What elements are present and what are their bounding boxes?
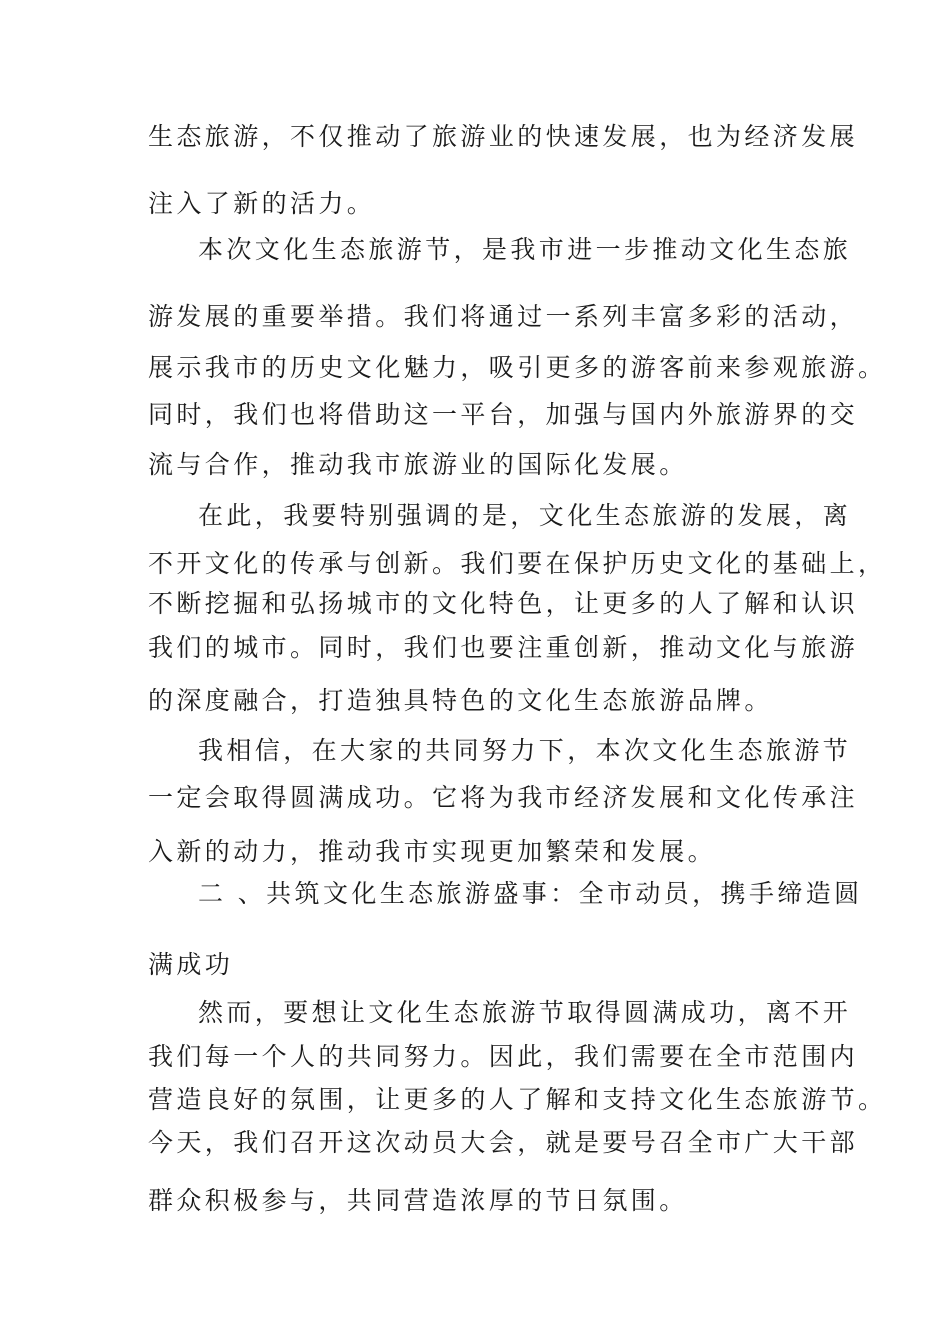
paragraph-line: 展示我市的历史文化魅力，吸引更多的游客前来参观旅游。 (148, 353, 887, 382)
paragraph-line: 我相信，在大家的共同努力下，本次文化生态旅游节 (198, 736, 852, 765)
paragraph-line: 今天，我们召开这次动员大会，就是要号召全市广大干部 (148, 1128, 859, 1157)
paragraph-line: 不开文化的传承与创新。我们要在保护历史文化的基础上， (148, 549, 887, 578)
section-heading-continued: 满成功 (148, 950, 234, 979)
paragraph-line: 群众积极参与，共同营造浓厚的节日氛围。 (148, 1186, 688, 1215)
paragraph-line: 生态旅游，不仅推动了旅游业的快速发展，也为经济发展 (148, 122, 859, 151)
paragraph-line: 本次文化生态旅游节，是我市进一步推动文化生态旅 (198, 235, 852, 264)
paragraph-line: 同时，我们也将借助这一平台，加强与国内外旅游界的交 (148, 400, 859, 429)
paragraph-line: 入新的动力，推动我市实现更加繁荣和发展。 (148, 837, 717, 866)
paragraph-line: 然而，要想让文化生态旅游节取得圆满成功，离不开 (198, 998, 852, 1027)
section-heading: 二 、共筑文化生态旅游盛事：全市动员，携手缔造圆 (198, 879, 863, 908)
paragraph-line: 不断挖掘和弘扬城市的文化特色，让更多的人了解和认识 (148, 589, 859, 618)
paragraph-line: 营造良好的氛围，让更多的人了解和支持文化生态旅游节。 (148, 1085, 887, 1114)
paragraph-line: 流与合作，推动我市旅游业的国际化发展。 (148, 450, 688, 479)
paragraph-line: 我们每一个人的共同努力。因此，我们需要在全市范围内 (148, 1042, 859, 1071)
paragraph-line: 我们的城市。同时，我们也要注重创新，推动文化与旅游 (148, 633, 859, 662)
paragraph-line: 注入了新的活力。 (148, 189, 376, 218)
paragraph-line: 在此，我要特别强调的是，文化生态旅游的发展，离 (198, 501, 852, 530)
paragraph-line: 游发展的重要举措。我们将通过一系列丰富多彩的活动， (148, 302, 859, 331)
paragraph-line: 的深度融合，打造独具特色的文化生态旅游品牌。 (148, 686, 773, 715)
paragraph-line: 一定会取得圆满成功。它将为我市经济发展和文化传承注 (148, 783, 859, 812)
